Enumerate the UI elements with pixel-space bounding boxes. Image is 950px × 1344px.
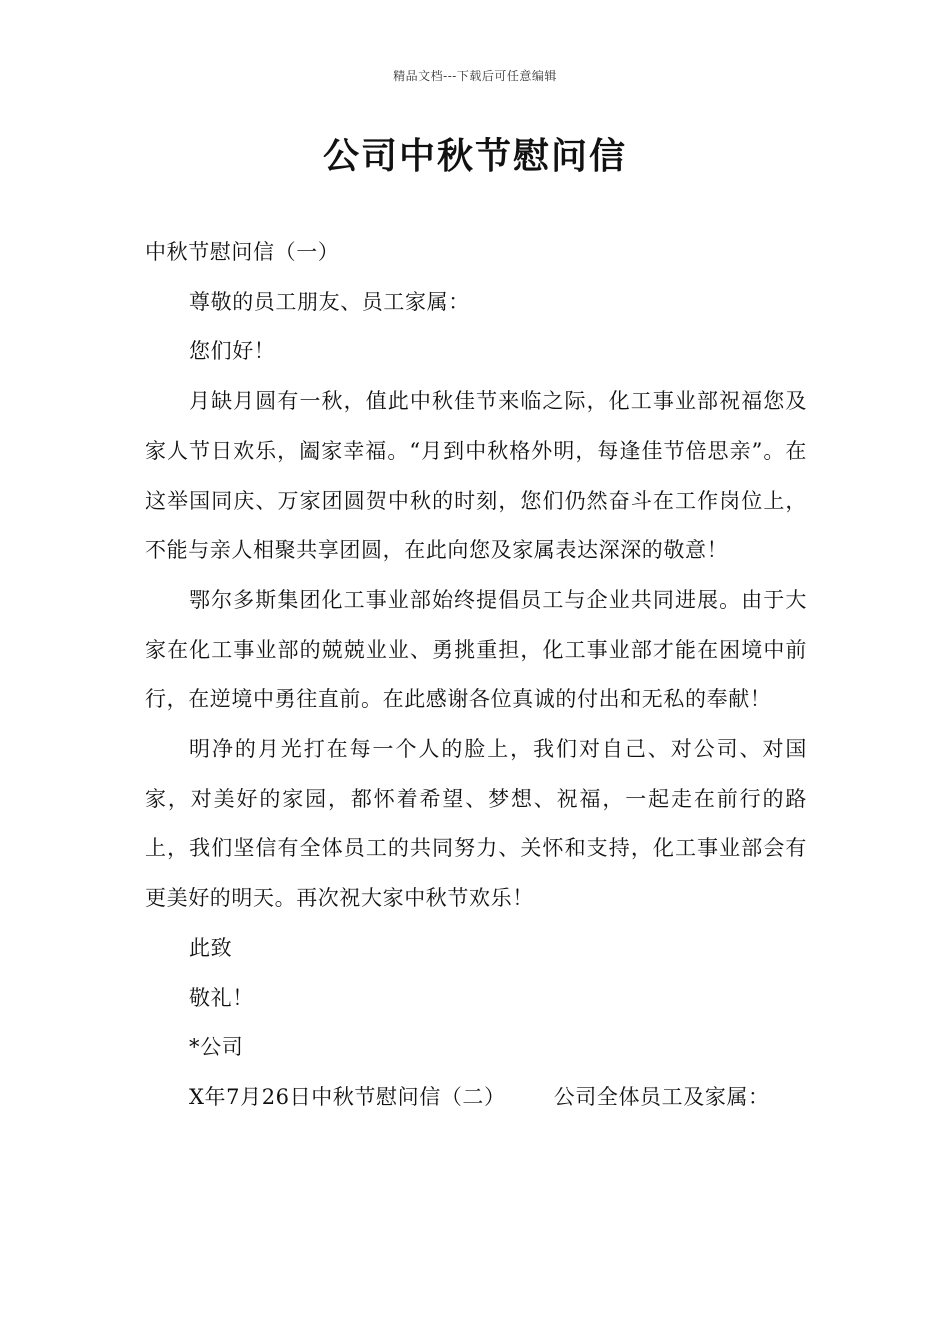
- closing-line-2: 敬礼！: [189, 985, 254, 1010]
- date-and-next-heading: [145, 1073, 807, 1123]
- salutation: 尊敬的员工朋友、员工家属：: [189, 289, 470, 314]
- paragraph-3: 明净的月光打在每一个人的脸上，我们对自己、对公司、对国家，对美好的家园，都怀着希望、梦想、祝福，一起走在前行的路上，我们坚信有全体员工的共同努力、关怀和支持，化工事业部会有更美好的明天。再次祝大家中秋节欢乐！: [145, 737, 807, 911]
- document-title: 公司中秋节慰问信: [322, 136, 627, 177]
- header-note: 精品文档---下载后可任意编辑: [393, 69, 557, 83]
- paragraph-2: 鄂尔多斯集团化工事业部始终提倡员工与企业共同进展。由于大家在化工事业部的兢兢业业、勇挑重担，化工事业部才能在困境中前行，在逆境中勇往直前。在此感谢各位真诚的付出和无私的奉献！: [145, 587, 807, 712]
- second-letter-salutation: 公司全体员工及家属：: [553, 1084, 770, 1109]
- section-heading: 中秋节慰问信（一）: [145, 240, 340, 264]
- signature: *公司: [189, 1035, 244, 1060]
- paragraph-1: 月缺月圆有一秋，值此中秋佳节来临之际，化工事业部祝福您及家人节日欢乐，阖家幸福。“月到中秋格外明，每逢佳节倍思亲”。在这举国同庆、万家团圆贺中秋的时刻，您们仍然奋斗在工作岗位上，不能与亲人相聚共享团圆，在此向您及家属表达深深的敬意！: [145, 389, 807, 563]
- date-and-heading-text: X年7月26日中秋节慰问信（二）: [189, 1084, 506, 1109]
- greeting: 您们好！: [189, 339, 276, 364]
- letter-body: [145, 228, 807, 1123]
- closing-line-1: 此致: [189, 935, 233, 960]
